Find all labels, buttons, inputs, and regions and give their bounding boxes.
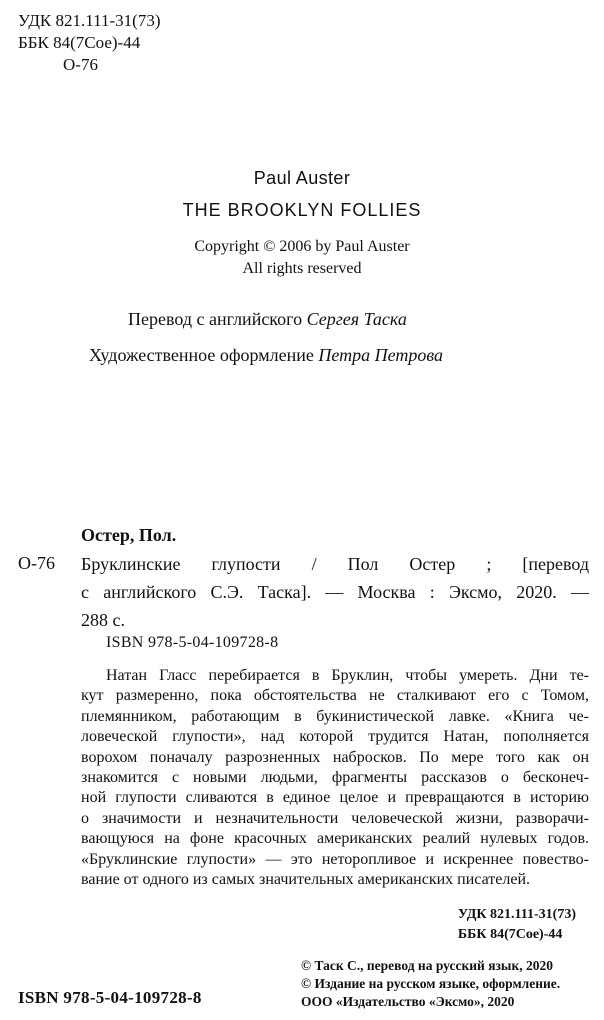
annotation-line: вающуюся на фоне красочных американских реалий нулевых годов.: [81, 830, 589, 848]
original-copyright: Copyright © 2006 by Paul Auster: [194, 238, 410, 255]
udk-code: УДК 821.111-31(73): [18, 11, 161, 30]
footer-isbn: ISBN 978-5-04-109728-8: [18, 988, 202, 1007]
translator-name: Сергея Таска: [306, 309, 407, 329]
footer-classification: [458, 905, 576, 945]
catalog-line: Бруклинские глупости / Пол Остер ; [перевод: [81, 554, 589, 574]
footer-copyrights: [301, 957, 560, 1011]
copyright-line: © Таск С., перевод на русский язык, 2020: [301, 958, 553, 973]
annotation-line: ной глупости сливаются в единое целое и превращаются в историю: [81, 789, 589, 807]
classification-block: [18, 10, 160, 76]
annotation-line: племянником, работающим в букинистической лавке. «Книга че-: [81, 707, 589, 725]
annotation-line: вание от одного из самых значительных американских писателей.: [81, 871, 531, 889]
annotation-line: Натан Гласс перебирается в Бруклин, чтобы умереть. Дни те-: [106, 667, 589, 684]
catalog-author-heading: Остер, Пол.: [81, 525, 177, 545]
footer-bbk: ББК 84(7Сое)-44: [457, 927, 563, 942]
design-prefix: Художественное оформление: [89, 345, 314, 365]
copyright-line: © Издание на русском языке, оформление.: [301, 976, 561, 991]
annotation-line: о значимости и незначительности человеческой жизни, разворачи-: [81, 809, 589, 827]
catalog-isbn: ISBN 978-5-04-109728-8: [106, 634, 279, 651]
design-credit: [89, 345, 443, 366]
catalog-description: [81, 550, 589, 634]
annotation-line: «Бруклинские глупости» — это неторопливое и искреннее повество-: [81, 850, 589, 868]
annotation-line: ловеческой глупости», над которой трудится Натан, пополняется: [81, 728, 589, 746]
original-author: Paul Auster: [253, 168, 351, 188]
catalog-line: 288 с.: [81, 610, 125, 630]
annotation-line: ворохом поначалу разрозненных набросков. По мере того как он: [81, 748, 589, 766]
translation-prefix: Перевод с английского: [128, 309, 303, 329]
translation-credit: [128, 309, 407, 330]
designer-name: Петра Петрова: [318, 345, 444, 365]
catalog-line: с английского С.Э. Таска]. — Москва : Эксмо, 2020. —: [81, 582, 589, 602]
catalog-author-code: О-76: [18, 553, 55, 573]
annotation: [81, 666, 589, 890]
author-code: О-76: [63, 55, 98, 74]
bbk-code: ББК 84(7Сое)-44: [18, 33, 141, 52]
copyright-line: ООО «Издательство «Эксмо», 2020: [301, 994, 515, 1009]
footer-udk: УДК 821.111-31(73): [457, 907, 576, 922]
annotation-line: знакомится с новыми людьми, фрагменты рассказов о бесконеч-: [81, 769, 589, 787]
original-title: THE BROOKLYN FOLLIES: [182, 200, 422, 220]
annotation-line: кут размеренно, пока обстоятельства не сталкивают его с Томом,: [81, 687, 589, 705]
original-rights: All rights reserved: [242, 260, 362, 277]
